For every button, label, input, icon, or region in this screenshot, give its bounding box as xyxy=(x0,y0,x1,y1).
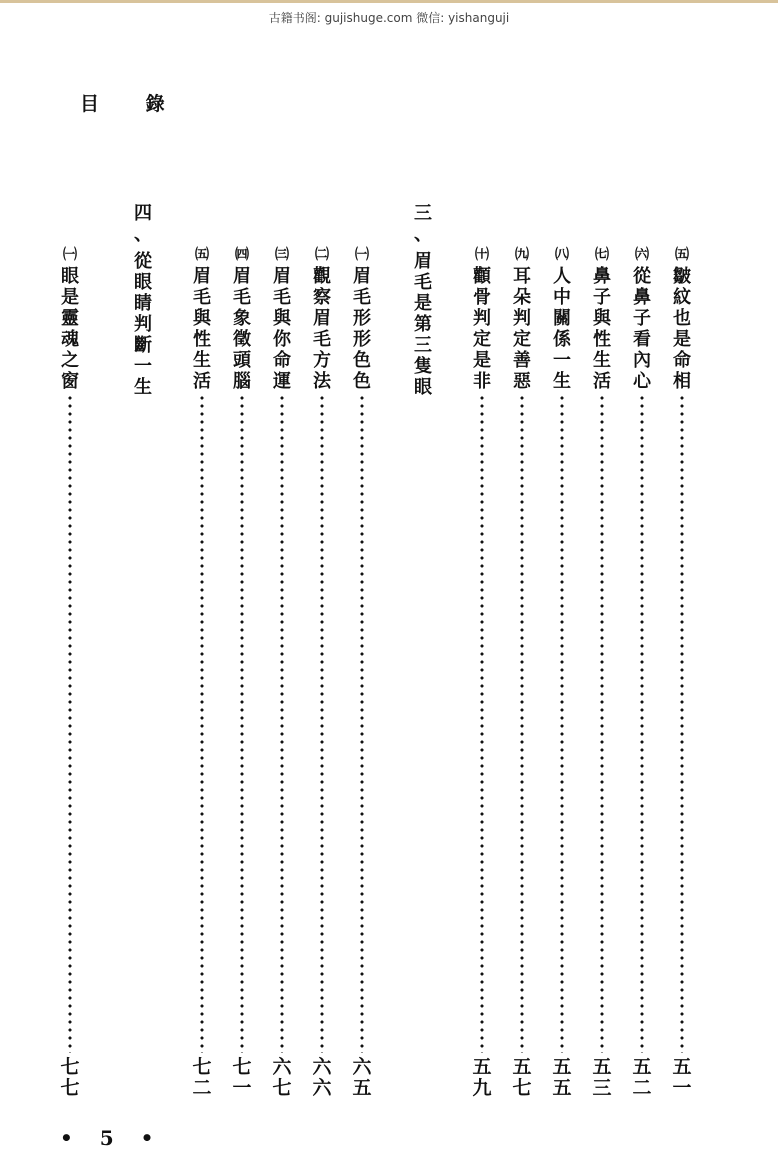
toc-entry[interactable] xyxy=(630,244,654,1099)
entry-page: 七 一 xyxy=(232,1056,252,1099)
entry-page: 六 七 xyxy=(272,1056,292,1099)
watermark: 古籍书阁: gujishuge.com 微信: yishanguji xyxy=(268,11,510,25)
entry-marker: ㈠ xyxy=(63,247,77,263)
toc-entry[interactable] xyxy=(670,244,694,1099)
toc-entry[interactable] xyxy=(310,244,334,1099)
section-number: 四 、 xyxy=(134,203,152,245)
entry-title: 眉 毛 象 徵 頭 腦 xyxy=(233,266,251,392)
leader-dots xyxy=(480,394,484,1053)
entry-marker: ㈤ xyxy=(195,247,209,263)
entry-title: 從 鼻 子 看 內 心 xyxy=(633,266,651,392)
entry-marker: ㈥ xyxy=(635,247,649,263)
entry-marker: ㈡ xyxy=(315,247,329,263)
entry-title: 眉 毛 與 你 命 運 xyxy=(273,266,291,392)
entry-title: 觀 察 眉 毛 方 法 xyxy=(313,266,331,392)
entry-marker: ㈣ xyxy=(235,247,249,263)
leader-dots xyxy=(680,394,684,1053)
toc-entry[interactable] xyxy=(230,244,254,1099)
leader-dots xyxy=(200,394,204,1053)
entry-page: 五 一 xyxy=(672,1056,692,1099)
toc-entry[interactable] xyxy=(190,244,214,1099)
entry-title: 眼 是 靈 魂 之 窗 xyxy=(61,266,79,392)
leader-dots xyxy=(520,394,524,1053)
toc-entry[interactable] xyxy=(58,244,82,1099)
leader-dots xyxy=(68,394,72,1053)
leader-dots xyxy=(240,394,244,1053)
section-title: 眉 毛 是 第 三 隻 眼 xyxy=(414,251,432,398)
entry-page: 七 七 xyxy=(60,1056,80,1099)
leader-dots xyxy=(280,394,284,1053)
toc-entry[interactable] xyxy=(350,244,374,1099)
leader-dots xyxy=(560,394,564,1053)
entry-page: 五 二 xyxy=(632,1056,652,1099)
entry-page: 五 五 xyxy=(552,1056,572,1099)
entry-page: 七 二 xyxy=(192,1056,212,1099)
entry-title: 人 中 關 係 一 生 xyxy=(553,266,571,392)
entry-page: 五 九 xyxy=(472,1056,492,1099)
entry-marker: ㈩ xyxy=(475,247,489,263)
entry-page: 六 五 xyxy=(352,1056,372,1099)
page-title: 目 錄 xyxy=(80,93,185,115)
section-heading xyxy=(130,203,156,398)
page-number: • 5 • xyxy=(60,1126,164,1150)
entry-title: 皺 紋 也 是 命 相 xyxy=(673,266,691,392)
entry-page: 六 六 xyxy=(312,1056,332,1099)
entry-marker: ㈧ xyxy=(555,247,569,263)
leader-dots xyxy=(640,394,644,1053)
entry-page: 五 三 xyxy=(592,1056,612,1099)
entry-marker: ㈨ xyxy=(515,247,529,263)
leader-dots xyxy=(600,394,604,1053)
entry-title: 鼻 子 與 性 生 活 xyxy=(593,266,611,392)
entry-title: 顴 骨 判 定 是 非 xyxy=(473,266,491,392)
toc-entry[interactable] xyxy=(510,244,534,1099)
toc-entry[interactable] xyxy=(550,244,574,1099)
entry-marker: ㈦ xyxy=(595,247,609,263)
entry-title: 眉 毛 與 性 生 活 xyxy=(193,266,211,392)
top-border xyxy=(0,0,778,3)
entry-title: 眉 毛 形 形 色 色 xyxy=(353,266,371,392)
entry-marker: ㈤ xyxy=(675,247,689,263)
entry-page: 五 七 xyxy=(512,1056,532,1099)
toc-entry[interactable] xyxy=(590,244,614,1099)
entry-marker: ㈠ xyxy=(355,247,369,263)
leader-dots xyxy=(320,394,324,1053)
section-number: 三 、 xyxy=(414,203,432,245)
section-heading xyxy=(410,203,436,398)
leader-dots xyxy=(360,394,364,1053)
toc-entry[interactable] xyxy=(470,244,494,1099)
entry-title: 耳 朵 判 定 善 惡 xyxy=(513,266,531,392)
toc-entry[interactable] xyxy=(270,244,294,1099)
entry-marker: ㈢ xyxy=(275,247,289,263)
section-title: 從 眼 睛 判 斷 一 生 xyxy=(134,251,152,398)
